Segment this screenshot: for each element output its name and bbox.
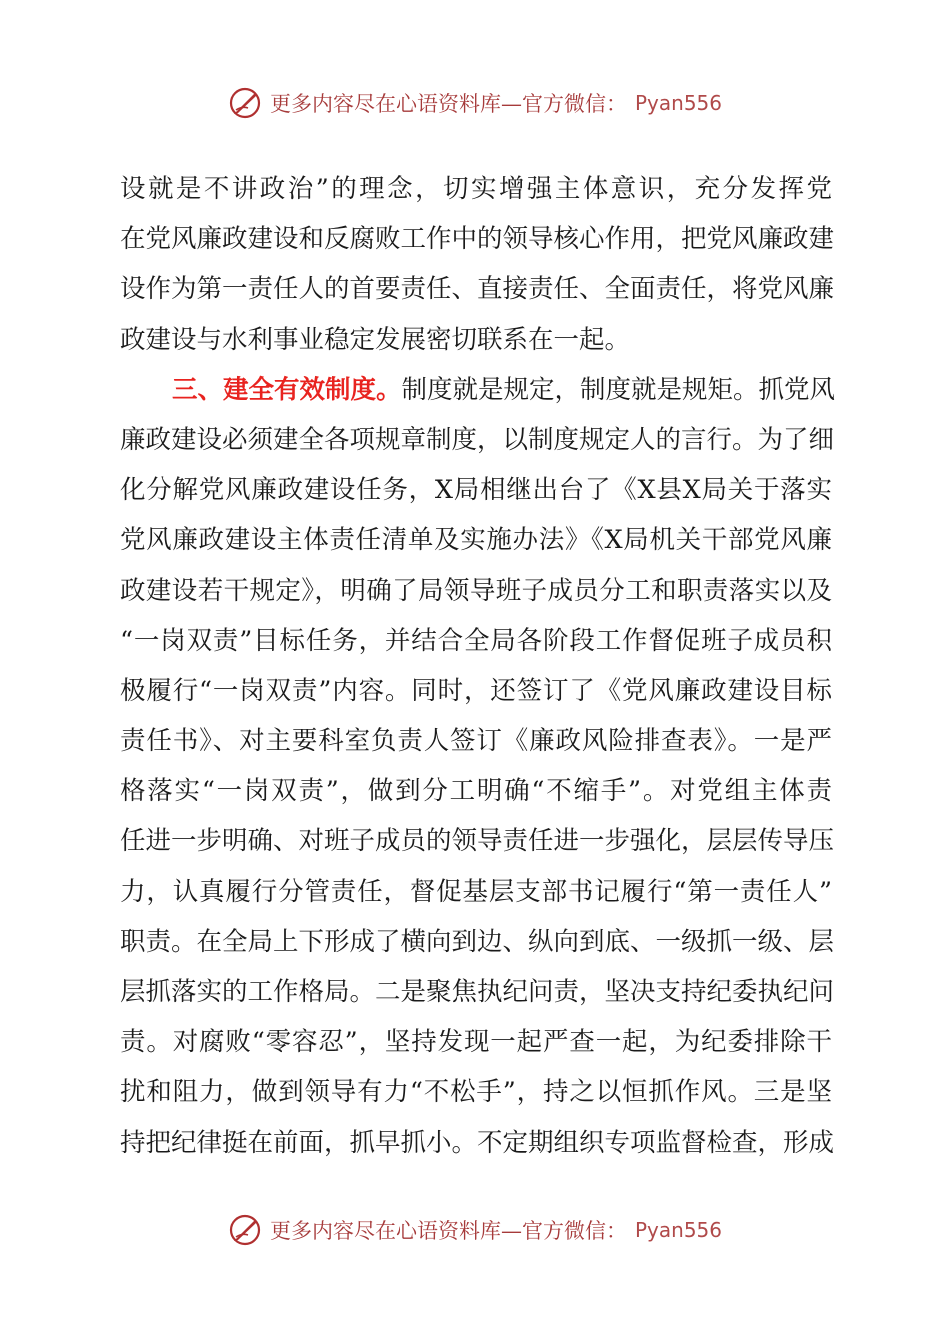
quill-logo-icon [228,86,262,120]
paragraph-line: 廉政建设必须建全各项规章制度，以制度规定人的言行。为了细 [120,424,835,455]
paragraph-line: 层抓落实的工作格局。二是聚焦执纪问责，坚决支持纪委执纪问 [120,977,835,1007]
watermark-handle: Pyan556 [634,1218,722,1242]
paragraph-line: 极履行“一岗双责”内容。同时，还签订了《党风廉政建设目标 [120,675,832,706]
paragraph-line: 在党风廉政建设和反腐败工作中的领导核心作用，把党风廉政建 [120,224,835,255]
paragraph-line: 责任书》、对主要科室负责人签订《廉政风险排查表》。一是严 [120,726,832,757]
section-heading-line [120,365,836,415]
watermark-text: 更多内容尽在心语资料库—官方微信： [269,1219,627,1243]
watermark-handle: Pyan556 [634,91,722,115]
quill-logo-icon [228,1213,262,1247]
paragraph-line: 职责。在全局上下形成了横向到边、纵向到底、一级抓一级、层 [120,926,835,957]
paragraph-line: 设就是不讲政治”的理念，切实增强主体意识，充分发挥党 [120,174,832,204]
paragraph-line: 任进一步明确、对班子成员的领导责任进一步强化，层层传导压 [120,826,835,857]
paragraph-line: 格落实“一岗双责”，做到分工明确“不缩手”。对党组主体责 [120,776,832,807]
section-3-heading: 三、建全有效制度。 [172,374,402,405]
header-watermark [0,86,950,120]
document-body [120,164,836,1168]
paragraph-line: 政建设若干规定》，明确了局领导班子成员分工和职责落实以及 [120,575,832,606]
section-3-first-line: 制度就是规定，制度就是规矩。抓党风 [401,374,836,405]
watermark-text: 更多内容尽在心语资料库—官方微信： [269,92,627,116]
paragraph-line: 责。对腐败“零容忍”，坚持发现一起严查一起，为纪委排除干 [120,1027,832,1058]
paragraph-line: “一岗双责”目标任务，并结合全局各阶段工作督促班子成员积 [120,625,832,656]
footer-watermark [0,1213,950,1247]
paragraph-line: 设作为第一责任人的首要责任、直接责任、全面责任，将党风廉 [120,274,835,305]
paragraph-line: 政建设与水利事业稳定发展密切联系在一起。 [120,324,631,355]
paragraph-line: 力，认真履行分管责任，督促基层支部书记履行“第一责任人” [120,876,832,907]
paragraph-line: 化分解党风廉政建设任务，X局相继出台了《X县X局关于落实 [120,475,832,506]
paragraph-line: 持把纪律挺在前面，抓早抓小。不定期组织专项监督检查，形成 [120,1127,835,1158]
paragraph-line: 扰和阻力，做到领导有力“不松手”，持之以恒抓作风。三是坚 [120,1077,832,1108]
paragraph-line: 党风廉政建设主体责任清单及实施办法》《X局机关干部党风廉 [120,525,832,556]
